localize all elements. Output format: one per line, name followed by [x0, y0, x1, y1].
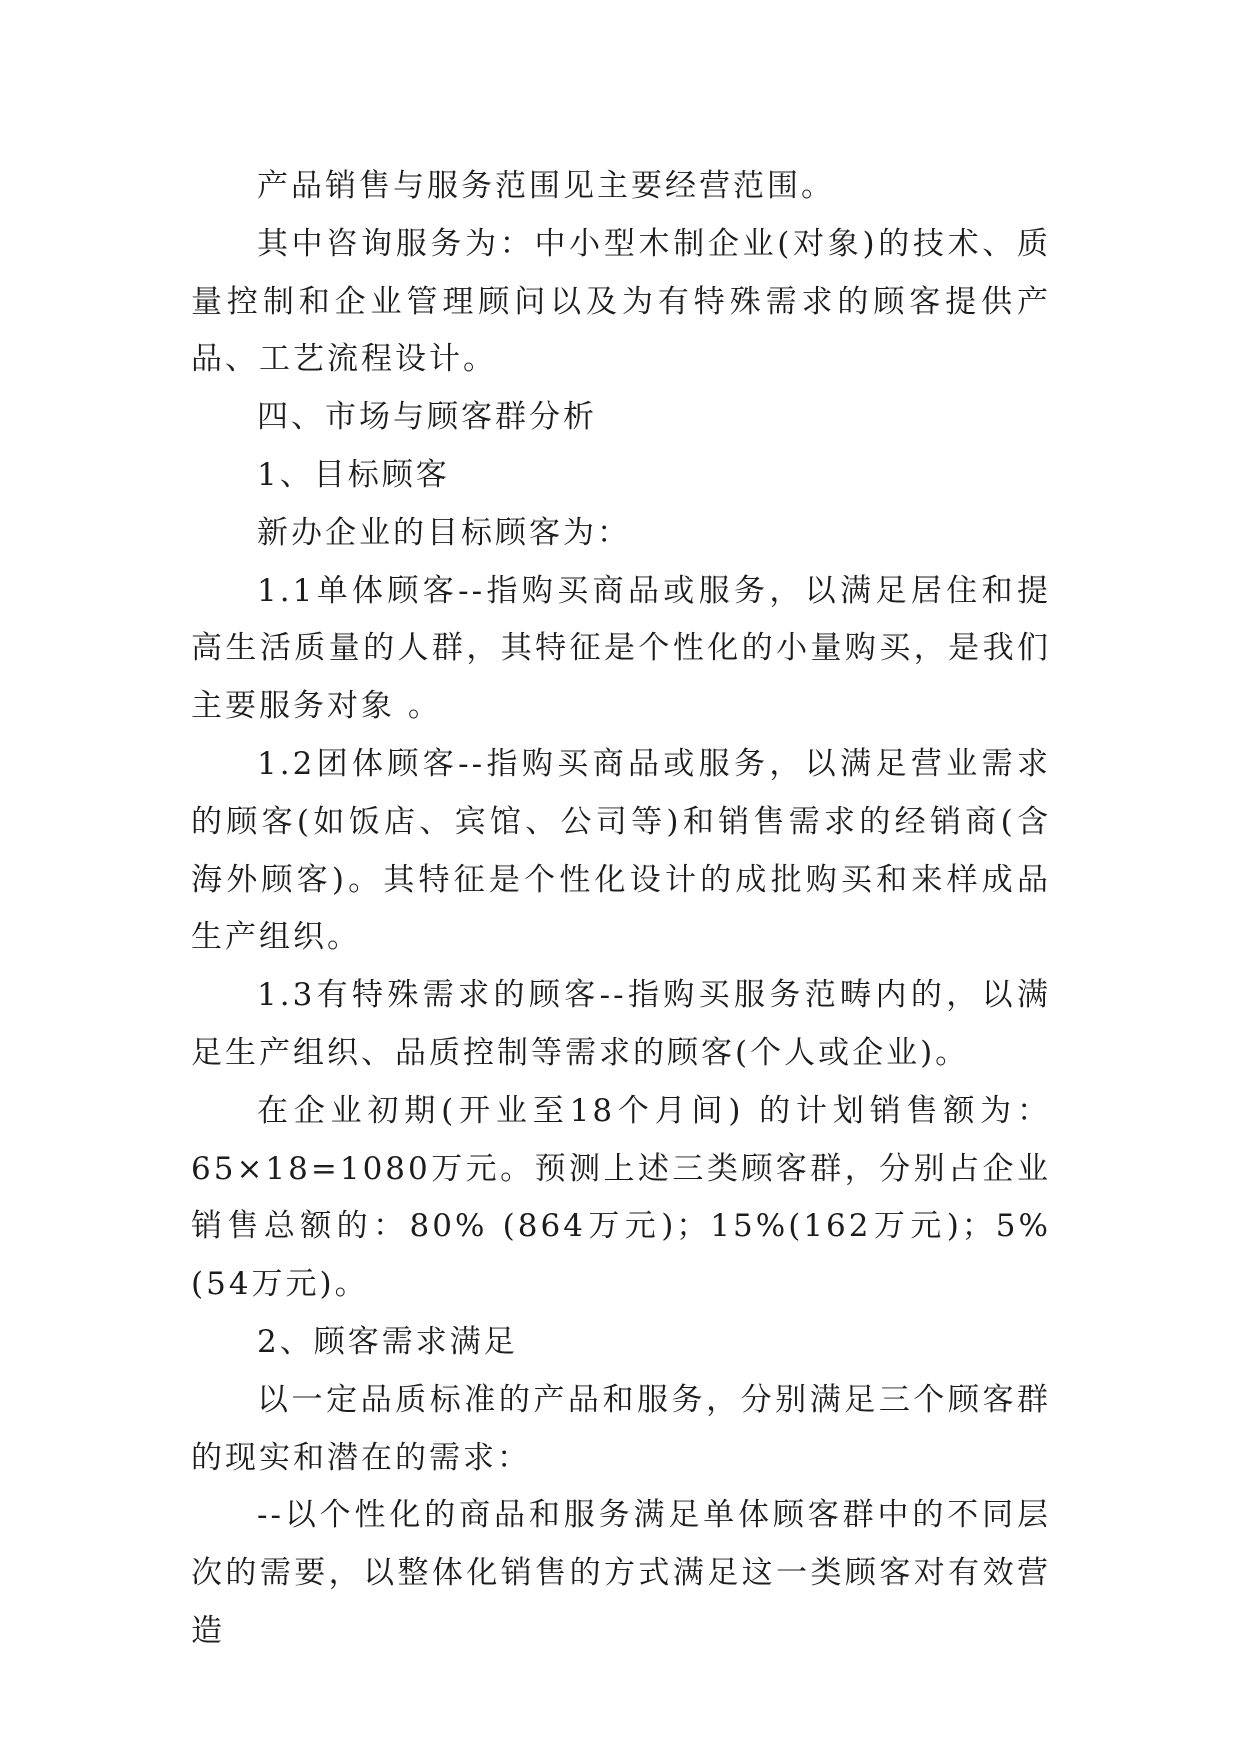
section-heading-market-analysis: 四、市场与顾客群分析: [257, 399, 597, 436]
paragraph-target-intro: 新办企业的目标顾客为：: [257, 514, 631, 551]
paragraph-sales-scope: 产品销售与服务范围见主要经营范围。: [257, 168, 835, 204]
paragraph-needs-intro: 以一定品质标准的产品和服务，分别满足三个顾客群的现实和潜在的需求：: [191, 1381, 1051, 1476]
document-body: [191, 158, 1051, 1661]
paragraph-individual-customers: 1.1单体顾客--指购买商品或服务，以满足居住和提高生活质量的人群，其特征是个性化的小量购买，是我们主要服务对象 。: [191, 572, 1051, 725]
paragraph-group-customers: 1.2团体顾客--指购买商品或服务，以满足营业需求的顾客(如饭店、宾馆、公司等)和销售需求的经销商(含海外顾客)。其特征是个性化设计的成批购买和来样成品生产组织。: [191, 745, 1051, 956]
subheading-customer-needs: 2、顾客需求满足: [257, 1323, 518, 1360]
paragraph-needs-individual: --以个性化的商品和服务满足单体顾客群中的不同层次的需要，以整体化销售的方式满足这一类顾客对有效营造: [191, 1497, 1051, 1649]
paragraph-sales-forecast: 在企业初期(开业至18个月间) 的计划销售额为：65×18=1080万元。预测上述三类顾客群，分别占企业销售总额的：80% (864万元)；15%(162万元)；5%(54万元)。: [191, 1092, 1051, 1303]
paragraph-special-customers: 1.3有特殊需求的顾客--指购买服务范畴内的，以满足生产组织、品质控制等需求的顾客(个人或企业)。: [191, 977, 1051, 1071]
paragraph-consulting-services: 其中咨询服务为：中小型木制企业(对象)的技术、质量控制和企业管理顾问以及为有特殊需求的顾客提供产品、工艺流程设计。: [191, 225, 1051, 378]
subheading-target-customers: 1、目标顾客: [257, 456, 450, 493]
